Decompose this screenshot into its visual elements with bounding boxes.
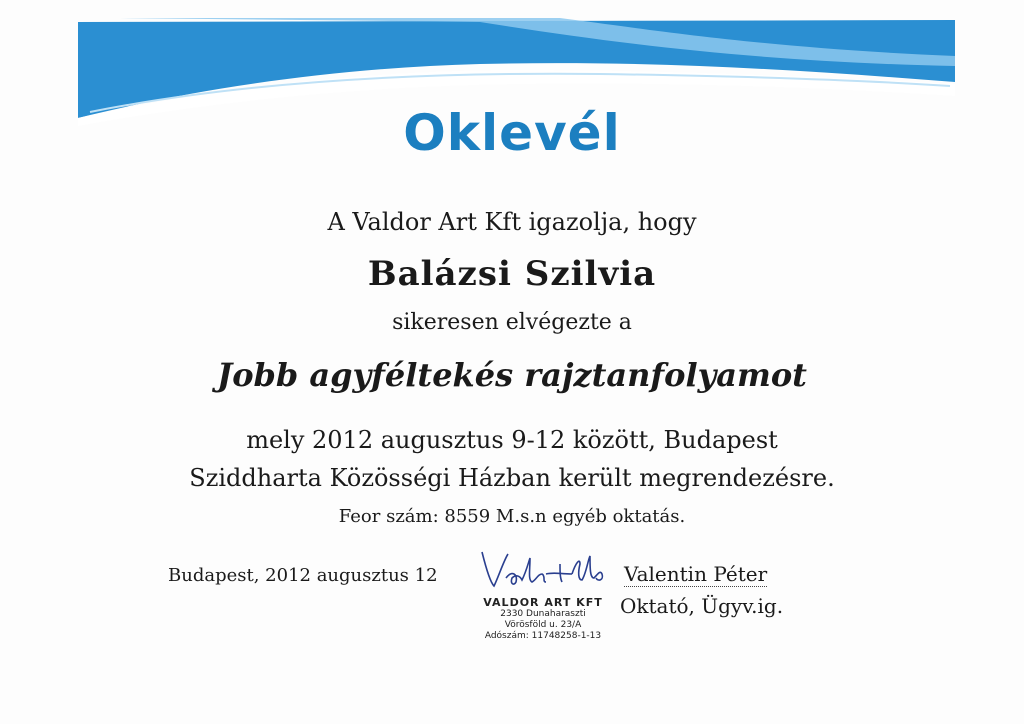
recipient-name: Balázsi Szilvia [367,254,657,294]
intro-text: A Valdor Art Kft igazolja, hogy [327,208,697,236]
company-stamp [468,596,618,642]
signer-name: Valentin Péter [624,562,768,586]
completed-text: sikeresen elvégezte a [392,310,632,335]
event-date-place: mely 2012 augusztus 9-12 között, Budapest [246,426,778,454]
signer-role: Oktató, Ügyv.ig. [620,594,784,618]
stamp-address2: Vörösföld u. 23/A [504,620,582,630]
place-date: Budapest, 2012 augusztus 12 [168,565,438,586]
feor-number: Feor szám: 8559 M.s.n egyéb oktatás. [338,506,686,527]
handwritten-signature [476,544,626,594]
event-venue: Sziddharta Közösségi Házban került megrendezésre. [189,464,835,492]
stamp-company: VALDOR ART KFT [483,596,603,609]
stamp-tax-number: Adószám: 11748258-1-13 [484,631,602,641]
stamp-address1: 2330 Dunaharaszti [500,609,586,619]
certificate-title: Oklevél [403,104,621,162]
course-name: Jobb agyféltekés rajztanfolyamot [217,356,807,394]
